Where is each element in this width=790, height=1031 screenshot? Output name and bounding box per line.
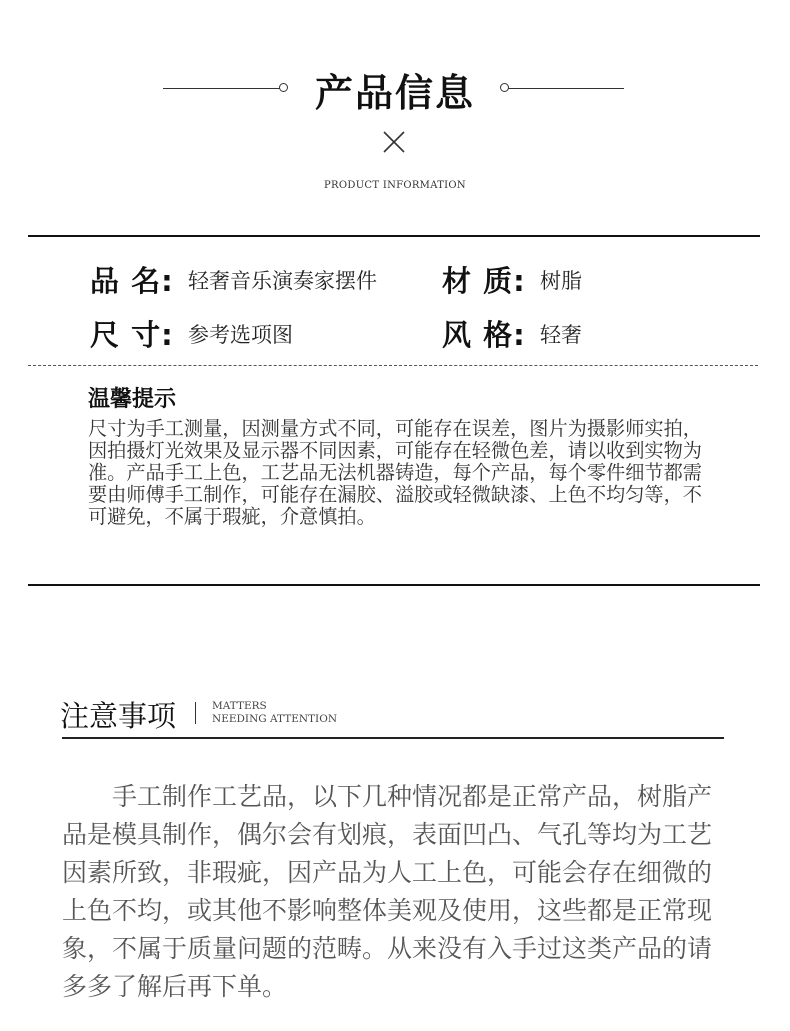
name-value: 轻奢音乐演奏家摆件	[188, 269, 377, 293]
page-subtitle: PRODUCT INFORMATION	[324, 180, 466, 191]
style-value: 轻奢	[540, 323, 582, 347]
info-dashed-rule	[28, 365, 758, 366]
material-value: 树脂	[540, 269, 582, 293]
notice-english-title	[212, 700, 337, 726]
name-label: 品 名:	[90, 264, 174, 298]
page-title: 产品信息	[314, 71, 475, 115]
notice-en-line1: MATTERS	[212, 700, 267, 712]
info-bottom-rule	[28, 584, 760, 586]
style-label: 风 格:	[442, 318, 526, 352]
tips-heading: 温馨提示	[88, 387, 177, 412]
notice-rule	[62, 737, 724, 739]
header-right-line	[508, 88, 624, 89]
info-top-rule	[28, 235, 760, 237]
notice-title-divider	[195, 702, 196, 724]
notice-en-line2: NEEDING ATTENTION	[212, 713, 338, 725]
size-value: 参考选项图	[188, 323, 293, 347]
notice-body: 手工制作工艺品，以下几种情况都是正常产品，树脂产品是模具制作，偶尔会有划痕，表面凹凸、气孔等均为工艺因素所致，非瑕疵，因产品为人工上色，可能会存在细微的上色不均，或其他不影响整体美观及使用，这些都是正常现象，不属于质量问题的范畴。从来没有入手过这类产品的请多多了解后再下单。	[62, 782, 713, 1001]
material-label: 材 质:	[442, 264, 526, 298]
close-x-icon	[382, 130, 406, 154]
notice-title: 注意事项	[60, 699, 177, 733]
tips-body: 尺寸为手工测量，因测量方式不同，可能存在误差，图片为摄影师实拍，因拍摄灯光效果及显示器不同因素，可能存在轻微色差，请以收到实物为准。产品手工上色，工艺品无法机器铸造，每个产品，每个零件细节都需要由师傅手工制作，可能存在漏胶、溢胶或轻微缺漆、上色不均匀等，不可避免，不属于瑕疵，介意慎拍。	[88, 417, 702, 528]
size-label: 尺 寸:	[90, 318, 174, 352]
